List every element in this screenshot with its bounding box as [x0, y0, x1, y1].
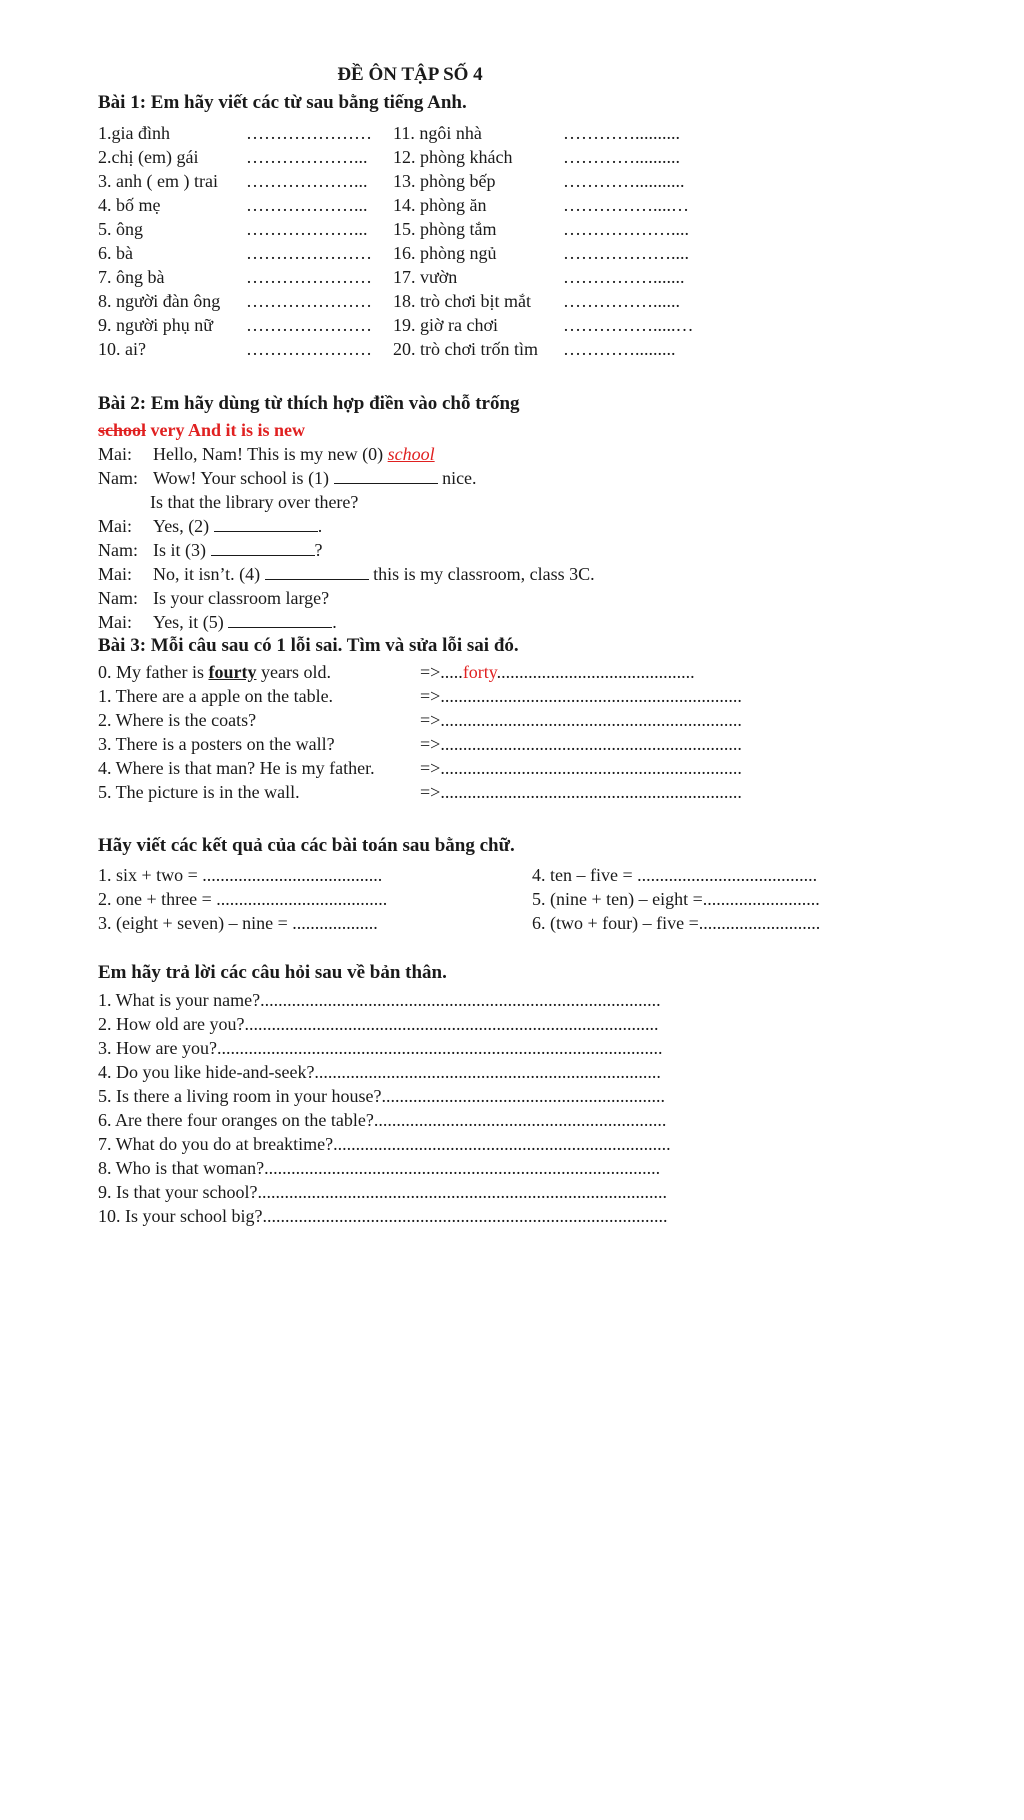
math-item[interactable]: 2. one + three = ......................................	[98, 889, 388, 909]
question-answer-line[interactable]: 6. Are there four oranges on the table?.................................................................	[98, 1110, 667, 1130]
speaker: Mai:	[98, 612, 132, 632]
math-item[interactable]: 6. (two + four) – five =...........................	[532, 913, 821, 933]
line-text: Yes, it (5)	[153, 612, 229, 632]
vocab-label: 2.chị (em) gái	[98, 147, 199, 167]
vocab-label: 16. phòng ngủ	[393, 243, 497, 263]
speaker: Mai:	[98, 564, 132, 584]
correction-dots[interactable]: ...................................................................	[440, 782, 742, 802]
vocab-label: 19. giờ ra chơi	[393, 315, 499, 335]
error-sentence: 2. Where is the coats?	[98, 710, 257, 730]
speaker: Nam:	[98, 588, 138, 608]
vocab-row-right	[393, 338, 676, 360]
speaker: Nam:	[98, 468, 138, 488]
vocab-answer-dots[interactable]: ………………...	[246, 195, 368, 215]
error-sentence: 1. There are a apple on the table.	[98, 686, 334, 706]
vocab-label: 14. phòng ăn	[393, 195, 487, 215]
math-item[interactable]: 3. (eight + seven) – nine = ...................	[98, 913, 378, 933]
correction-dots[interactable]: ...................................................................	[440, 734, 742, 754]
vocab-row-left	[98, 218, 368, 240]
vocab-answer-dots[interactable]: ……………......	[563, 291, 680, 311]
vocab-row-right	[393, 170, 685, 192]
vocab-row-right	[393, 266, 685, 288]
vocab-answer-dots[interactable]: ………….........	[563, 339, 676, 359]
vocab-label: 9. người phụ nữ	[98, 315, 214, 335]
line-text-after: .	[332, 612, 337, 632]
arrow: =>.....	[420, 662, 463, 682]
math-item[interactable]: 4. ten – five = ........................................	[532, 865, 818, 885]
arrow: =>	[420, 686, 441, 706]
vocab-answer-dots[interactable]: …………….....…	[563, 315, 694, 335]
math-item[interactable]: 1. six + two = ........................................	[98, 865, 383, 885]
vocab-row-left	[98, 194, 368, 216]
answer-blank-2[interactable]	[214, 517, 318, 532]
vocab-label: 7. ông bà	[98, 267, 165, 287]
vocab-row-left	[98, 338, 372, 360]
vocab-label: 15. phòng tắm	[393, 219, 497, 239]
arrow: =>	[420, 782, 441, 802]
speaker: Nam:	[98, 540, 138, 560]
ex2-heading: Bài 2: Em hãy dùng từ thích hợp điền vào chỗ trống	[98, 393, 520, 414]
vocab-label: 3. anh ( em ) trai	[98, 171, 218, 191]
question-answer-line[interactable]: 8. Who is that woman?........................................................................................	[98, 1158, 661, 1178]
vocab-label: 6. bà	[98, 243, 133, 263]
vocab-row-right	[393, 146, 680, 168]
correction-field[interactable]	[420, 709, 742, 731]
math-item[interactable]: 5. (nine + ten) – eight =..........................	[532, 889, 820, 909]
question-answer-line[interactable]: 9. Is that your school?...........................................................................................	[98, 1182, 667, 1202]
error-sentence: 3. There is a posters on the wall?	[98, 734, 335, 754]
correction-field[interactable]	[420, 733, 742, 755]
arrow: =>	[420, 758, 441, 778]
example-fix: forty	[462, 662, 497, 682]
correction-field[interactable]	[420, 781, 742, 803]
vocab-row-right	[393, 122, 680, 144]
correction-field[interactable]	[420, 757, 742, 779]
vocab-answer-dots[interactable]: …………….......	[563, 267, 685, 287]
question-answer-line[interactable]: 5. Is there a living room in your house?...............................................................	[98, 1086, 665, 1106]
ex1-heading: Bài 1: Em hãy viết các từ sau bằng tiếng Anh.	[98, 92, 467, 113]
vocab-answer-dots[interactable]: …………………	[246, 123, 372, 143]
vocab-answer-dots[interactable]: …………………	[246, 339, 372, 359]
vocab-row-left	[98, 314, 372, 336]
question-answer-line[interactable]: 10. Is your school big?..........................................................................................	[98, 1206, 668, 1226]
answer-blank-1[interactable]	[334, 469, 438, 484]
vocab-answer-dots[interactable]: ……………....…	[563, 195, 689, 215]
question-answer-line[interactable]: 3. How are you?...................................................................................................	[98, 1038, 663, 1058]
ex3-example-answer	[420, 661, 695, 683]
dialogue-line-2	[150, 491, 358, 513]
arrow: =>	[420, 710, 441, 730]
ex5-heading: Em hãy trả lời các câu hỏi sau về bản thân.	[98, 962, 447, 983]
word-bank-struck-word: school	[98, 420, 147, 440]
vocab-row-left	[98, 290, 372, 312]
vocab-answer-dots[interactable]: …………………	[246, 315, 372, 335]
vocab-row-left	[98, 146, 368, 168]
dialogue-line-0	[98, 443, 435, 465]
vocab-row-left	[98, 242, 372, 264]
ex3-heading: Bài 3: Mỗi câu sau có 1 lỗi sai. Tìm và sửa lỗi sai đó.	[98, 635, 519, 656]
vocab-row-left	[98, 266, 372, 288]
correction-dots[interactable]: ...................................................................	[440, 686, 742, 706]
line-text: Is it (3)	[153, 540, 211, 560]
vocab-row-right	[393, 194, 689, 216]
answer-dots: ............................................	[496, 662, 695, 682]
correction-field[interactable]	[420, 685, 742, 707]
line-text: Hello, Nam! This is my new (0)	[153, 444, 388, 464]
line-text: Wow! Your school is (1)	[153, 468, 334, 488]
vocab-answer-dots[interactable]: ………………....	[563, 243, 689, 263]
vocab-row-left	[98, 122, 372, 144]
error-sentence: 4. Where is that man? He is my father.	[98, 758, 375, 778]
ex2-word-bank	[98, 419, 305, 441]
question-answer-line[interactable]: 1. What is your name?.........................................................................................	[98, 990, 661, 1010]
answer-blank-4[interactable]	[265, 565, 369, 580]
vocab-label: 12. phòng khách	[393, 147, 513, 167]
line-text: Is your classroom large?	[153, 588, 330, 608]
vocab-label: 5. ông	[98, 219, 143, 239]
dialogue-line-7	[98, 611, 337, 633]
vocab-label: 4. bố mẹ	[98, 195, 161, 215]
vocab-answer-dots[interactable]: ………………...	[246, 219, 368, 239]
answer-blank-3[interactable]	[211, 541, 315, 556]
dialogue-line-4	[98, 539, 323, 561]
example-error-word: fourty	[208, 662, 257, 682]
question-answer-line[interactable]: 7. What do you do at breaktime?...........................................................................	[98, 1134, 671, 1154]
vocab-answer-dots[interactable]: ………………....	[563, 219, 689, 239]
ex3-example-row	[98, 661, 331, 683]
example-text-after: years old.	[256, 662, 331, 682]
vocab-label: 17. vườn	[393, 267, 458, 287]
dialogue-line-1	[98, 467, 477, 489]
speaker: Mai:	[98, 516, 132, 536]
error-sentence: 5. The picture is in the wall.	[98, 782, 300, 802]
example-text: 0. My father is	[98, 662, 209, 682]
vocab-label: 18. trò chơi bịt mắt	[393, 291, 531, 311]
vocab-answer-dots[interactable]: …………………	[246, 291, 372, 311]
vocab-label: 11. ngôi nhà	[393, 123, 482, 143]
arrow: =>	[420, 734, 441, 754]
vocab-answer-dots[interactable]: ………………...	[246, 147, 368, 167]
vocab-label: 13. phòng bếp	[393, 171, 496, 191]
word-bank-words: very And it is is new	[146, 420, 306, 440]
vocab-answer-dots[interactable]: …………..........	[563, 147, 680, 167]
speaker: Mai:	[98, 444, 132, 464]
vocab-row-right	[393, 242, 689, 264]
vocab-row-right	[393, 290, 680, 312]
line-text: Yes, (2)	[153, 516, 214, 536]
vocab-label: 20. trò chơi trốn tìm	[393, 339, 539, 359]
line-text-after: .	[317, 516, 323, 536]
question-answer-line[interactable]: 2. How old are you?............................................................................................	[98, 1014, 659, 1034]
vocab-answer-dots[interactable]: …………………	[246, 267, 372, 287]
question-answer-line[interactable]: 4. Do you like hide-and-seek?.............................................................................	[98, 1062, 661, 1082]
vocab-answer-dots[interactable]: ………………...	[246, 171, 368, 191]
vocab-label: 10. ai?	[98, 339, 146, 359]
line-text-after: ?	[314, 540, 323, 560]
vocab-answer-dots[interactable]: …………………	[246, 243, 372, 263]
example-answer: school	[387, 444, 435, 464]
page-title: ĐỀ ÔN TẬP SỐ 4	[337, 64, 483, 85]
vocab-answer-dots[interactable]: …………..........	[563, 123, 680, 143]
answer-blank-5[interactable]	[228, 613, 332, 628]
vocab-row-right	[393, 314, 694, 336]
line-text-after: nice.	[437, 468, 477, 488]
correction-dots[interactable]: ...................................................................	[440, 710, 742, 730]
vocab-row-left	[98, 170, 368, 192]
vocab-label: 1.gia đình	[98, 123, 170, 143]
dialogue-line-5	[98, 563, 595, 585]
correction-dots[interactable]: ...................................................................	[440, 758, 742, 778]
vocab-label: 8. người đàn ông	[98, 291, 221, 311]
ex4-heading: Hãy viết các kết quả của các bài toán sau bằng chữ.	[98, 835, 515, 856]
line-text-after: this is my classroom, class 3C.	[368, 564, 595, 584]
line-text: No, it isn’t. (4)	[153, 564, 265, 584]
vocab-row-right	[393, 218, 689, 240]
dialogue-line-3	[98, 515, 322, 537]
vocab-answer-dots[interactable]: …………...........	[563, 171, 685, 191]
dialogue-line-6	[98, 587, 329, 609]
line-text: Is that the library over there?	[150, 492, 359, 512]
